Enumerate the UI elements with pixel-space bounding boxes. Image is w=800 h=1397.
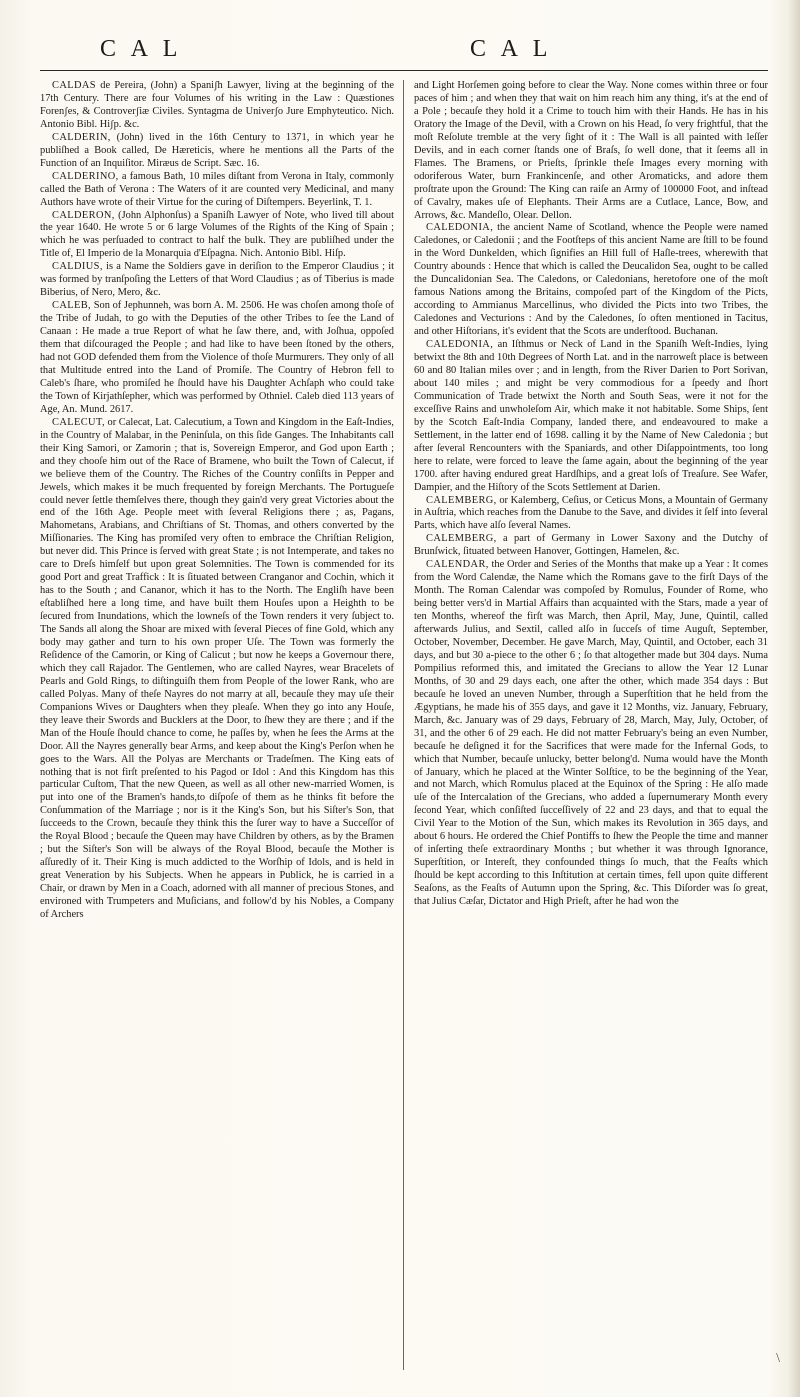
- running-head-right: C A L: [470, 36, 553, 62]
- entry-text: or Kalemberg, Ceſius, or Ceticus Mons, a Mountain of Germany in Auſtria, which reaches from the Danube to the Save, and divides it ſelf into ſeveral Parts, which have alſo ſeveral Names.: [414, 494, 768, 532]
- entry-headword: CALDIUS,: [52, 261, 103, 273]
- header-rule: [40, 70, 768, 71]
- entry-text: (John Alphonſus) a Spaniſh Lawyer of Note, who lived till about the year 1640. He wrote 5 or 6 large Volumes of the Rights of the King of Spain ; which he was perſuaded to contract to half the bulk. They are publiſhed under the Title of, El Imperio de la Monarquia d'Eſpagna. Nich. Antonio Bibl. Hiſp.: [40, 209, 394, 260]
- corner-mark: \: [776, 1351, 780, 1366]
- entry-headword: CALEDONIA,: [426, 222, 494, 234]
- running-head-left: C A L: [100, 36, 183, 62]
- entry-headword: CALENDAR,: [426, 559, 489, 571]
- entry-text: (John) lived in the 16th Century to 1371, in which year he publiſhed a Book called, De Hæreticis, where he mentions all the Parts of the Function of an Inquiſitor. Miræus de Script. Sæc. 16.: [40, 131, 394, 169]
- entry-headword: CALECUT,: [52, 416, 105, 428]
- text-columns: [40, 80, 768, 1380]
- dictionary-entry: [414, 559, 768, 909]
- dictionary-entry: [414, 533, 768, 559]
- entry-headword: CALDERON,: [52, 209, 115, 221]
- entry-text: a part of Germany in Lower Saxony and the Dutchy of Brunſwick, ſituated between Hanover, Gottingen, Hamelen, &c.: [414, 533, 768, 558]
- dictionary-entry: [40, 417, 394, 922]
- dictionary-entry: [40, 171, 394, 210]
- column-divider: [403, 80, 404, 1370]
- left-column: [40, 80, 394, 1380]
- entry-headword: CALEMBERG,: [426, 533, 497, 545]
- entry-text: a famous Bath, 10 miles diſtant from Verona in Italy, commonly called the Bath of Verona : The Waters of it are counted very Medicinal, and many Authors have wrote of their Virtue for the curing of Diſtempers. Beyerlink, T. 1.: [40, 170, 394, 208]
- entry-headword: CALEMBERG,: [426, 494, 497, 506]
- right-column: [414, 80, 768, 1380]
- entry-text: the Order and Series of the Months that make up a Year : It comes from the Word Calendæ, the Name which the Romans gave to the firſt Days of the Month. The Roman Calendar was compoſed by Romulus, Founder of Rome, who being better vers'd in Martial Affairs than acquainted with the Stars, made a year of ten Months, whereof the firſt was March, then April, May, June, Quintil, called afterwards Julius, and Sextil, called alſo in ſucceſs of time Auguſt, September, October, November, December. He gave March, May, Quintil, and October, each 31 days, and but 30 a-piece to the other 6 ; ſo that altogether made but 304 days. Numa Pompilius reformed this, and imitated the Grecians to allow the Year 12 Lunar Months, of 30 and 29 days each, one after the other, which made 354 days : But becauſe he loved an uneven Number, through a Superſtition that he held from the Ægyptians, he made his of 355 days, and gave it 12 Months, viz. January, February, March, &c. January was of 29 days, February of 28, March, May, July, October, of 31, and the other 6 of 29 each. He did not matter February's being an even Number, becauſe he deſigned it for the Sacrifices that were made for the Infernal Gods, to which that Number, becauſe unlucky, better belong'd. Numa would have the Month of January, which he placed at the Winter Solſtice, to be the beginning of the Year, and not March, which Romulus placed at the Equinox of the Spring : He alſo made uſe of the Intercalation of the Grecians, who added a ſupernumerary Month every ſecond Year, which conſiſted ſucceſſively of 22 and 23 days, and that to equal the Civil Year to the Motion of the Sun, which makes its Revolution in 365 days, and about 6 hours. He ordered the Chief Pontiffs to ſhew the People the time and manner of inſerting theſe extraordinary Months ; but whether it was through Ignorance, Superſtition, or Intereſt, they confounded things ſo much, that the Feaſts which ſhould be kept according to this Inſtitution at certain times, fell upon quite different Seaſons, as the Feaſts of Autumn upon the Spring, &c. This Diſorder was ſo great, that Julius Cæſar, Dictator and High Prieſt, after he had won the: [414, 559, 768, 908]
- dictionary-entry: [40, 80, 394, 132]
- dictionary-entry: [40, 300, 394, 417]
- dictionary-entry: [414, 80, 768, 222]
- dictionary-entry: [414, 339, 768, 494]
- dictionary-entry: [414, 495, 768, 534]
- dictionary-entry: [40, 261, 394, 300]
- entry-text: Son of Jephunneh, was born A. M. 2506. He was choſen among thoſe of the Tribe of Judah, to go with the Deputies of the other Tribes to ſee the Land of Canaan : He made a true Report of what he ſaw there, and, with Joſhua, oppoſed them that diſcouraged the People ; and had like to have been ſtoned by the others, had not GOD defended them from the Violence of thoſe Murmurers. They only of all that Multitude entred into the Land of Promiſe. The Country of Hebron fell to Caleb's ſhare, who promiſed he ſhould have his Daughter Achſaph who could take the Town of Kirjathſepher, which was performed by Othniel. Caleb died 113 years of Age, An. Mund. 2617.: [40, 300, 394, 415]
- entry-headword: CALEDONIA,: [426, 339, 494, 351]
- entry-headword: CALDERIN,: [52, 131, 111, 143]
- entry-text: an Iſthmus or Neck of Land in the Spaniſh Weſt-Indies, lying betwixt the 8th and 10th Degrees of North Lat. and in the narroweſt place is between 60 and 80 Italian miles over ; and in length, from the River Darien to Port Sorivan, about 140 miles ; and might be very commodious for a ſpeedy and ſhort Communication of Trade betwixt the North and South Seas, were it not for the exceſſive Rains and unwholeſom Air, which make it not habitable. Some Ships, ſent by the Scotch Eaſt-India Company, landed there, and endeavoured to make a Settlement, in the latter end of 1698. calling it by the Name of New Caledonia ; but after ſeveral Rencounters with the Spaniards, and other Diſappointments, too long here to relate, were forced to leave the ſame again, about the beginning of the year 1700. after having endured great Hardſhips, and a great loſs of Treaſure. See Wafer, Dampier, and the Hiſtory of the Scots Settlement at Darien.: [414, 339, 768, 493]
- entry-headword: CALDAS: [52, 80, 96, 91]
- entry-text: de Pereira, (John) a Spaniʃh Lawyer, living at the beginning of the 17th Century. There are four Volumes of his writing in the Law : Quæstiones Forenʃes, & Controverʃiæ Civiles. Syntagma de Univerʃo Jure Emphyteutico. Nich. Antonio Bibl. Hiʃp. &c.: [40, 80, 394, 130]
- entry-text: is a Name the Soldiers gave in deriſion to the Emperor Claudius ; it was formed by tranſpoſing the Letters of that Word Claudius ; as of Tiberius is made Biberius, of Nero, Mero, &c.: [40, 261, 394, 299]
- entry-text: and Light Horſemen going before to clear the Way. None comes within three or four paces of him ; and when they that wait on him reach him any thing, it's at the end of a Pole ; becauſe they hold it a Crime to touch him with their Hands. He has in his Oratory the Image of the Devil, with a Crown on his Head, ſo very frightful, that the moſt Reſolute tremble at the very ſight of it : The Wall is all painted with leſſer Devils, and in each corner ſtands one of Braſs, ſo well done, that it ſeems all in Flames. The Bramens, or Prieſts, ſprinkle theſe Images every morning with odoriferous Water, burn Frankincenſe, and other Aromaticks, and adore them proſtrate upon the Ground: The King can raiſe an Army of 100000 Foot, and inſtead of Cavalry, makes uſe of Elephants. Their Arms are a Cutlace, Lance, Bow, and Arrows, &c. Mandeſlo, Olear. Dellon.: [414, 80, 768, 221]
- dictionary-entry: [414, 222, 768, 339]
- entry-headword: CALDERINO,: [52, 170, 119, 182]
- dictionary-entry: [40, 210, 394, 262]
- page-edge-shadow: [788, 0, 800, 1397]
- entry-text: or Calecat, Lat. Calecutium, a Town and Kingdom in the Eaſt-Indies, in the Country of Malabar, in the Peninſula, on this ſide Ganges. The Inhabitants call their King Samori, or Zamorin ; that is, Sovereign Emperor, and God upon Earth ; and they chooſe him out of the Race of Bramene, who built the Town of Calecut, if we believe them of the Country. The Riches of the Country conſiſts in Pepper and Jewels, which makes it be much frequented by foreign Merchants. The Portugueſe could never ſettle themſelves there, though they gain'd very great Victories about the end of the 16th Age. People meet with ſeveral Religions there ; as, Pagans, Mahometans, Arabians, and Chriſtians of St. Thomas, and others converted by the Miſſionaries. The King has promiſed very often to embrace the Chriſtian Religion, but never did. This Prince is ſerved with great State ; is not Intemperate, and takes no care to Dreſs himſelf but upon great Solemnities. The Town is commended for its good Port and great Traffick : It is ſituated between Cranganor and Cochin, which it has to the South ; and Cananor, which it has to the North. The Engliſh have been eſtabliſhed here a long time, and have built them Houſes upon a Heighth to be ſecured from Inundations, which the lowneſs of the Town renders it very ſubject to. The Sands all along the Shoar are mixed with ſeveral Pieces of fine Gold, which any body may gather and turn to his own proper Uſe. The Town was formerly the Reſidence of the Camorin, or King of Calicut ; but now he keeps a Governour there, which they call Rajador. The Gentlemen, who are called Nayres, wear Bracelets of Pearls and Gold Rings, to diſtinguiſh them from People of the lower Rank, who are called Polyas. Many of theſe Nayres do not marry at all, becauſe they may uſe their Companions Wives or Daughters when they pleaſe. When they go into any Houſe, they leave their Swords and Bucklers at the Door, to ſhew they are there ; and if the Man of the Houſe ſhould chance to come, he paſſes by, when he ſees the Arms at the Door. All the Nayres generally bear Arms, and keep about the King's Perſon when he goes to the Wars. All the Polyas are Merchants or Tradeſmen. The King eats of nothing that is not firſt preſented to his Pagod or Idol : And this Kingdom has this particular Cuſtom, That the new Queen, as well as all other new-married Women, is put into one of the Bramen's hands,to diſpoſe of them as he thinks fit before the Conſummation of the Marriage ; nor is it the King's Son, but his Siſter's Son, that ſucceeds to the Crown, becauſe they think this the ſurer way to have a Succeſſor of the Royal Blood ; becauſe the Queen may have Children by others, as by the Bramen ; but the Siſter's Son will be always of the Royal Blood, becauſe the Mother is aſſuredly of it. Their King is much addicted to the Worſhip of Idols, and is held in great Veneration by his Subjects. When he appears in Publick, he is carried in a Chair, or drawn by Men in a Coach, adorned with all manner of precious Stones, and environed with Trumpeters and Muſicians, and follow'd by his Nobles, a Company of Archers: [40, 416, 394, 920]
- entry-text: the ancient Name of Scotland, whence the People were named Caledones, or Caledonii ; and the Footſteps of this ancient Name are ſtill to be found in the Word Dunkelden, which ſignifies an Hill full of Haſle-trees, wherewith that Country abounds : Hence that which is called the Deucalidon Sea, ought to be called the Duncalidonian Sea. The Caledons, or Caledonians, heretofore one of the moſt famous Nations among the Britains, compoſed part of the Kingdom of the Picts, according to Ammianus Marcellinus, who divided the Picts into two Tribes, the Caledones and Vecturions : And by the Caledones, ſo often mentioned in Tacitus, and other Hiſtorians, it's evident that the Scots are underſtood. Buchanan.: [414, 222, 768, 338]
- entry-headword: CALEB,: [52, 300, 92, 312]
- dictionary-entry: [40, 132, 394, 171]
